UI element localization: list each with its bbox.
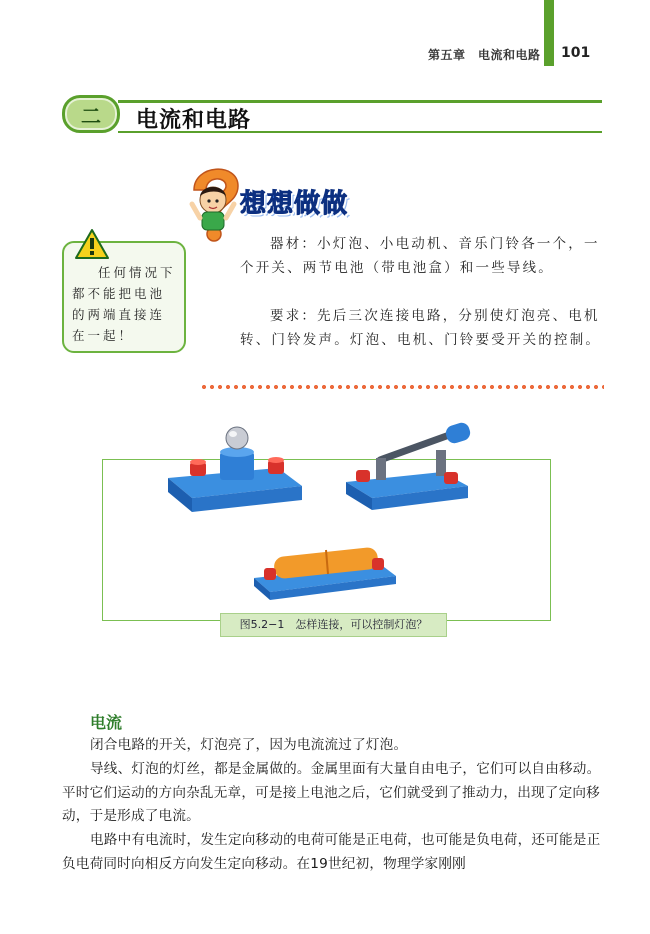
activity-materials: 器材：小灯泡、小电动机、音乐门铃各一个，一个开关、两节电池（带电池盒）和一些导线。: [240, 236, 600, 276]
page-number: 101: [561, 45, 591, 61]
warning-icon: [74, 228, 110, 260]
body-paragraph: 电路中有电流时，发生定向移动的电荷可能是正电荷，也可能是负电荷，还可能是正负电荷同时向相反方向发生定向移动。在19世纪初，物理学家刚刚: [62, 832, 601, 872]
figure-caption: 图5.2−1 怎样连接，可以控制灯泡？: [220, 613, 447, 637]
section-number-badge: 二: [62, 95, 120, 133]
subheading-current: 电流: [90, 713, 123, 732]
running-header-chapter: 第五章 电流和电路: [428, 48, 541, 62]
header-green-bar: [544, 0, 554, 66]
bulb-holder-image: [160, 416, 310, 516]
body-paragraph: 导线、灯泡的灯丝，都是金属做的。金属里面有大量自由电子，它们可以自由移动。平时它们运动的方向杂乱无章，可是接上电池之后，它们就受到了推动力，出现了定向移动，于是形成了电流。: [62, 761, 601, 825]
activity-title: 想想做做: [240, 189, 349, 219]
knife-switch-image: [340, 420, 490, 510]
tip-text: 任何情况下都不能把电池的两端直接连在一起！: [72, 265, 176, 343]
battery-box-image: [250, 534, 400, 604]
section-title: 电流和电路: [136, 108, 252, 133]
dotted-divider: [200, 385, 604, 389]
body-paragraph: 闭合电路的开关，灯泡亮了，因为电流流过了灯泡。: [90, 737, 408, 753]
activity-requirements: 要求：先后三次连接电路，分别使灯泡亮、电机转、门铃发声。灯泡、电机、门铃要受开关的控制。: [240, 308, 602, 348]
